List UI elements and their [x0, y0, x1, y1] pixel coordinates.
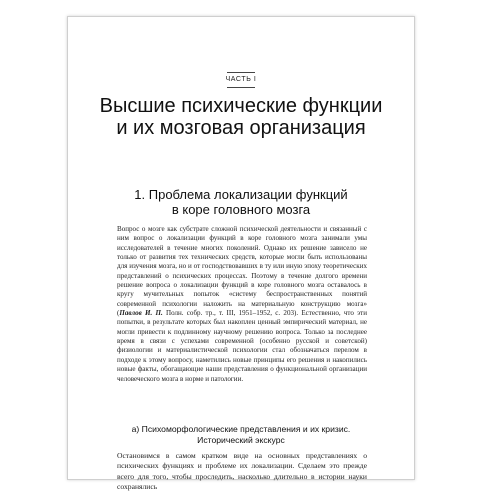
section-title-line-1: 1. Проблема локализации функций — [134, 187, 348, 202]
subsection-title — [68, 424, 414, 445]
part-label-top-rule — [227, 72, 255, 73]
subsection-title-line-2: Исторический экскурс — [197, 434, 285, 445]
part-title — [68, 95, 414, 139]
paragraph-1-text-b: Полн. собр. тр., т. III, 1951–1952, с. 203). Естественно, что эти попытки, в результате которых был накоплен ценный эмпирический материал, не могли привести к подлинному научному решению вопроса. Только за последнее время в связи с успехами современной (особенно русской и советской) физиологии и материалистической психологии стал обозначаться перелом в подходе к этому вопросу, наметились новые принципы его решения и накопились новые факты, обогащающие наши представления о функциональной организации человеческого мозга в норме и патологии. — [117, 309, 368, 383]
paragraph-1-text-a: Вопрос о мозге как субстрате сложной психической деятельности и связанный с ним вопрос о локализации функций в коре головного мозга занимали умы исследователей в течение многих поколений. Однако их решение зависело не только от развития тех технических средств, которые могли быть использованы для изучения мозга, но и от господствовавших в ту или иную эпоху теоретических представлений о психических процессах. Поэтому в течение долгого времени решение вопроса о локализации функций в коре головного мозга оставалось в кругу мучительных попыток «систему беспространственных понятий современной психологии наложить на материальную конструкцию мозга» ( — [117, 225, 367, 318]
paragraph-1-author-reference: Павлов И. П. — [119, 309, 163, 318]
part-title-line-2: и их мозговая организация — [116, 117, 366, 139]
section-title-line-2: в коре головного мозга — [171, 202, 311, 217]
subsection-title-line-1: а) Психоморфологические представления и их кризис. — [131, 424, 351, 434]
paragraph-2: Остановимся в самом кратком виде на основных представлениях о психических функциях и проблеме их локализации. Сделаем это прежде всего для того, чтобы проследить, насколько длительно в истории науки сохранялись — [117, 451, 367, 491]
part-label-bottom-rule — [227, 87, 255, 88]
section-title — [68, 187, 414, 217]
paragraph-1 — [117, 225, 367, 384]
part-title-line-1: Высшие психические функции — [99, 95, 383, 117]
book-page — [67, 16, 415, 491]
part-label: ЧАСТЬ I — [225, 76, 257, 83]
